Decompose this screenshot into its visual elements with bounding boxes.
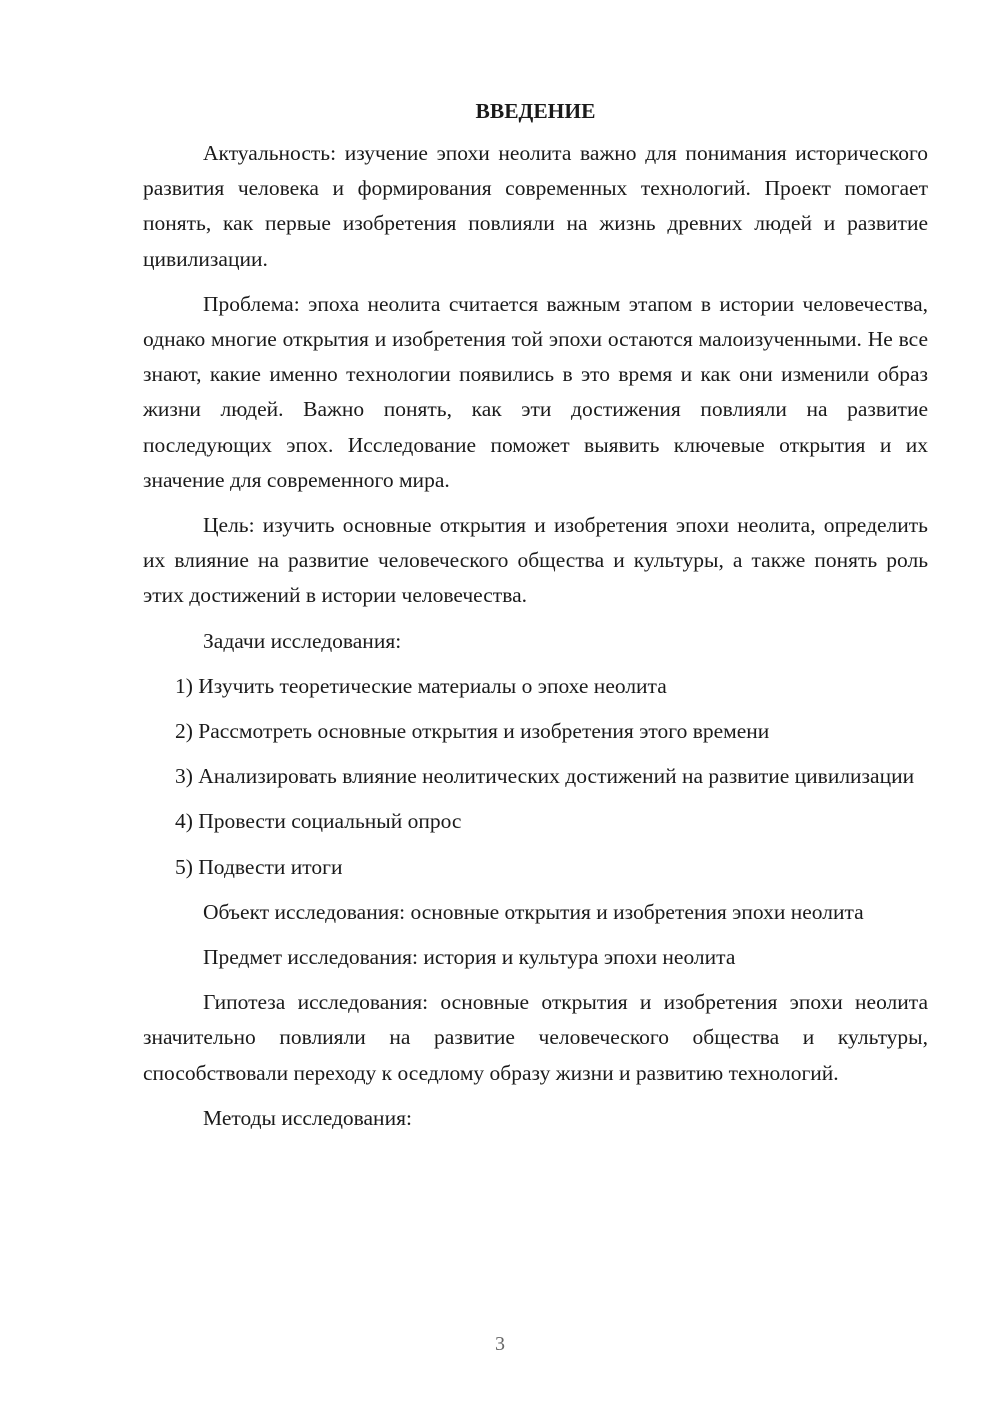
- task-item: 4) Провести социальный опрос: [175, 809, 462, 834]
- task-item: 2) Рассмотреть основные открытия и изобретения этого времени: [175, 719, 770, 744]
- page-content: [143, 96, 928, 1146]
- paragraph-subject: Предмет исследования: история и культура эпохи неолита: [203, 945, 736, 970]
- section-title: ВВЕДЕНИЕ: [475, 99, 596, 123]
- paragraph-problem: Проблема: эпоха неолита считается важным этапом в истории человечества, однако многие открытия и изобретения той эпохи остаются малоизученными. Не все знают, какие именно технологии появились в это время и как они изменили образ жизни людей. Важно понять, как эти достижения повлияли на развитие последующих эпох. Исследование поможет выявить ключевые открытия и их значение для современного мира.: [143, 291, 928, 492]
- page-number: 3: [495, 1333, 505, 1355]
- paragraph-object: Объект исследования: основные открытия и изобретения эпохи неолита: [203, 899, 864, 924]
- task-item: 3) Анализировать влияние неолитических достижений на развитие цивилизации: [175, 764, 915, 789]
- paragraph-hypothesis: Гипотеза исследования: основные открытия и изобретения эпохи неолита значительно повлияли на развитие человеческого общества и культуры, способствовали переходу к оседлому образу жизни и развитию технологий.: [143, 990, 928, 1085]
- task-item: 1) Изучить теоретические материалы о эпохе неолита: [175, 673, 667, 698]
- paragraph-tasks-heading: Задачи исследования:: [203, 628, 402, 653]
- paragraph-goal: Цель: изучить основные открытия и изобретения эпохи неолита, определить их влияние на развитие человеческого общества и культуры, а также понять роль этих достижений в истории человечества.: [143, 513, 928, 608]
- paragraph-methods: Методы исследования:: [203, 1105, 412, 1130]
- paragraph-relevance: Актуальность: изучение эпохи неолита важно для понимания исторического развития человека и формирования современных технологий. Проект помогает понять, как первые изобретения повлияли на жизнь древних людей и развитие цивилизации.: [143, 141, 928, 271]
- task-item: 5) Подвести итоги: [175, 854, 343, 879]
